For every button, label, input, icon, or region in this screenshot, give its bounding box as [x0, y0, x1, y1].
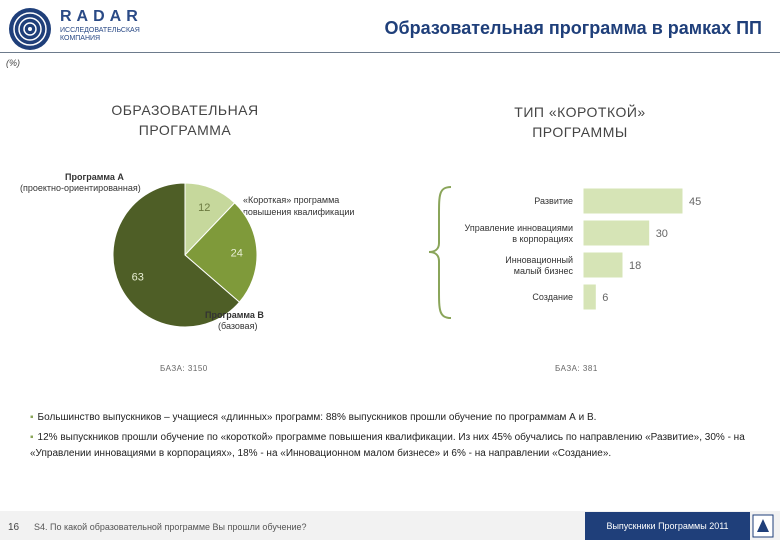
right-heading-line1: ТИП «КОРОТКОЙ»: [514, 104, 646, 120]
pie-label-program-b-sub: (базовая): [218, 321, 258, 331]
pie-value-label: 63: [131, 271, 144, 284]
bar-category-label: Развитие: [534, 196, 573, 206]
left-panel-heading: [80, 100, 290, 140]
bar-chart: [400, 180, 730, 320]
bar: [583, 252, 623, 278]
bar-value-label: 6: [602, 292, 609, 304]
logo-wordmark: RADAR: [60, 8, 143, 25]
page-number: 16: [8, 522, 20, 533]
bullet-text: 12% выпускников прошли обучение по «короткой» программе повышения квалификации. Из них 45% обучались по направлению «Развитие», 30% - на «Управлении инновациями в корпорациях», 18% - на «Инновационном малом бизнесе» и 6% - на направлении «Создание».: [30, 432, 745, 459]
right-base-label: БАЗА: 381: [555, 364, 598, 373]
pie-label-short-line1: «Короткая» программа: [243, 195, 340, 205]
left-heading-line1: ОБРАЗОВАТЕЛЬНАЯ: [111, 102, 259, 118]
pie-chart: [100, 175, 300, 335]
pie-label-program-a: Программа А: [65, 172, 124, 182]
bullet-item: [30, 430, 750, 462]
header-divider: [0, 52, 780, 53]
bar-category-label: малый бизнес: [513, 266, 573, 276]
bullet-square-icon: ▪: [30, 412, 34, 423]
left-base-label: БАЗА: 3150: [160, 364, 208, 373]
left-heading-line2: ПРОГРАММА: [138, 122, 232, 138]
bar-category-label: Инновационный: [505, 255, 573, 265]
bullet-item: [30, 410, 750, 426]
bar-category-label: Создание: [532, 292, 573, 302]
summary-bullets: [30, 410, 750, 462]
program-logo-icon: [752, 514, 774, 538]
bar: [583, 284, 596, 310]
bullet-text: Большинство выпускников – учащиеся «длинных» программ: 88% выпускников прошли обучение по программам А и В.: [37, 412, 597, 423]
bar: [583, 188, 683, 214]
footer-program-label: Выпускники Программы 2011: [585, 512, 750, 540]
page-title: Образовательная программа в рамках ПП: [384, 18, 762, 38]
right-panel-heading: [480, 102, 680, 142]
logo-subtitle: ИССЛЕДОВАТЕЛЬСКАЯ КОМПАНИЯ: [60, 27, 140, 42]
pie-value-label: 24: [230, 247, 243, 260]
footer-question: S4. По какой образовательной программе Вы прошли обучение?: [34, 522, 307, 532]
pie-value-label: 12: [198, 201, 211, 214]
bar: [583, 220, 650, 246]
bullet-square-icon: ▪: [30, 432, 34, 443]
bar-value-label: 18: [629, 260, 642, 272]
pie-label-short-line2: повышения квалификации: [243, 207, 355, 217]
right-heading-line2: ПРОГРАММЫ: [532, 124, 628, 140]
pie-label-program-a-sub: (проектно-ориентированная): [20, 183, 141, 193]
bar-category-label: Управление инновациями: [464, 223, 573, 233]
bar-value-label: 45: [689, 196, 702, 208]
bar-value-label: 30: [655, 228, 668, 240]
unit-label: (%): [6, 58, 20, 68]
bar-category-label: в корпорациях: [512, 234, 573, 244]
pie-label-program-b: Программа В: [205, 310, 264, 320]
